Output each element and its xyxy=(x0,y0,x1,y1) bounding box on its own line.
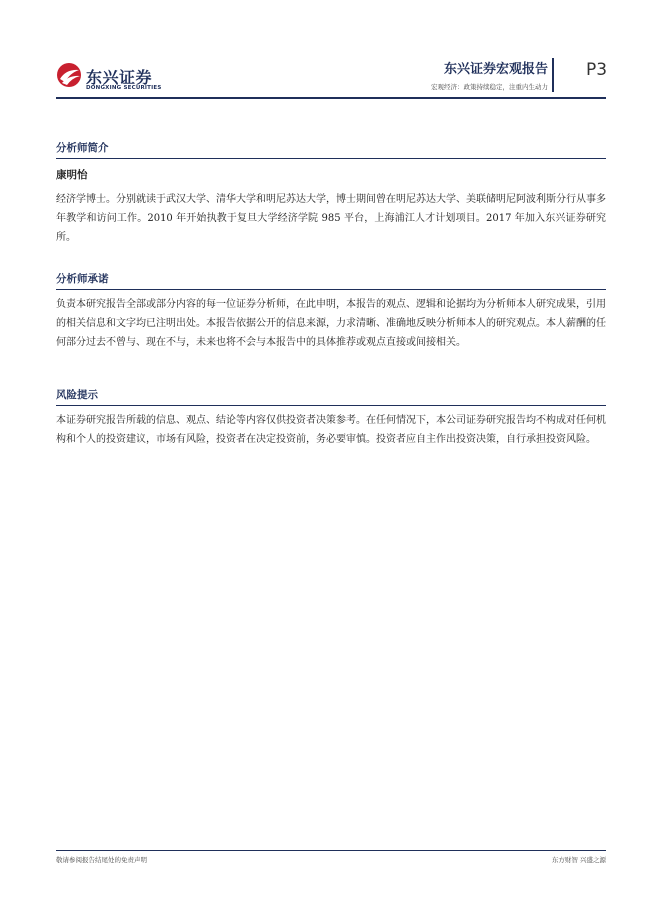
section-heading-risk-notice xyxy=(56,385,606,406)
logo-name-en: DONGXING SECURITIES xyxy=(86,85,162,91)
section-title: 分析师简介 xyxy=(56,142,109,154)
section-heading-analyst-intro xyxy=(56,138,606,159)
section-title: 分析师承诺 xyxy=(56,273,109,285)
risk-notice-text: 本证券研究报告所载的信息、观点、结论等内容仅供投资者决策参考。在任何情况下，本公司证券研究报告均不构成对任何机构和个人的投资建议，市场有风险，投资者在决定投资前，务必要审慎。投资者应自主作出投资决策，自行承担投资风险。 xyxy=(56,415,606,445)
analyst-bio: 经济学博士。分别就读于武汉大学、清华大学和明尼苏达大学，博士期间曾在明尼苏达大学、美联储明尼阿波利斯分行从事多年教学和访问工作。2010 年开始执教于复旦大学经济学院 985 平台，上海浦江人才计划项目。2017 年加入东兴证券研究所。 xyxy=(56,194,606,243)
analyst-name: 康明怡 xyxy=(56,169,88,181)
footer-rule xyxy=(56,850,606,851)
report-title: 东兴证券宏观报告 xyxy=(443,62,548,77)
page-header xyxy=(56,52,606,100)
footer-slogan: 东方财智 兴盛之源 xyxy=(551,856,606,864)
analyst-commitment-text: 负责本研究报告全部或部分内容的每一位证券分析师，在此申明，本报告的观点、逻辑和论据均为分析师本人研究成果，引用的相关信息和文字均已注明出处。本报告依据公开的信息来源，力求清晰、准确地反映分析师本人的研究观点。本人薪酬的任何部分过去不曾与、现在不与，未来也将不会与本报告中的具体推荐或观点直接或间接相关。 xyxy=(56,299,606,348)
company-logo xyxy=(56,60,176,96)
section-title: 风险提示 xyxy=(56,389,98,401)
header-divider xyxy=(552,58,554,92)
report-subtitle: 宏观经济：政策持续稳定，注重内生动力 xyxy=(431,83,548,91)
dongxing-logo-icon xyxy=(56,60,84,92)
page-number: P3 xyxy=(586,60,608,80)
header-rule xyxy=(56,97,606,99)
logo-name-cn: 东兴证券 xyxy=(86,68,153,87)
section-heading-analyst-commitment xyxy=(56,269,606,290)
footer-disclaimer-note: 敬请参阅报告结尾处的免责声明 xyxy=(56,856,147,864)
